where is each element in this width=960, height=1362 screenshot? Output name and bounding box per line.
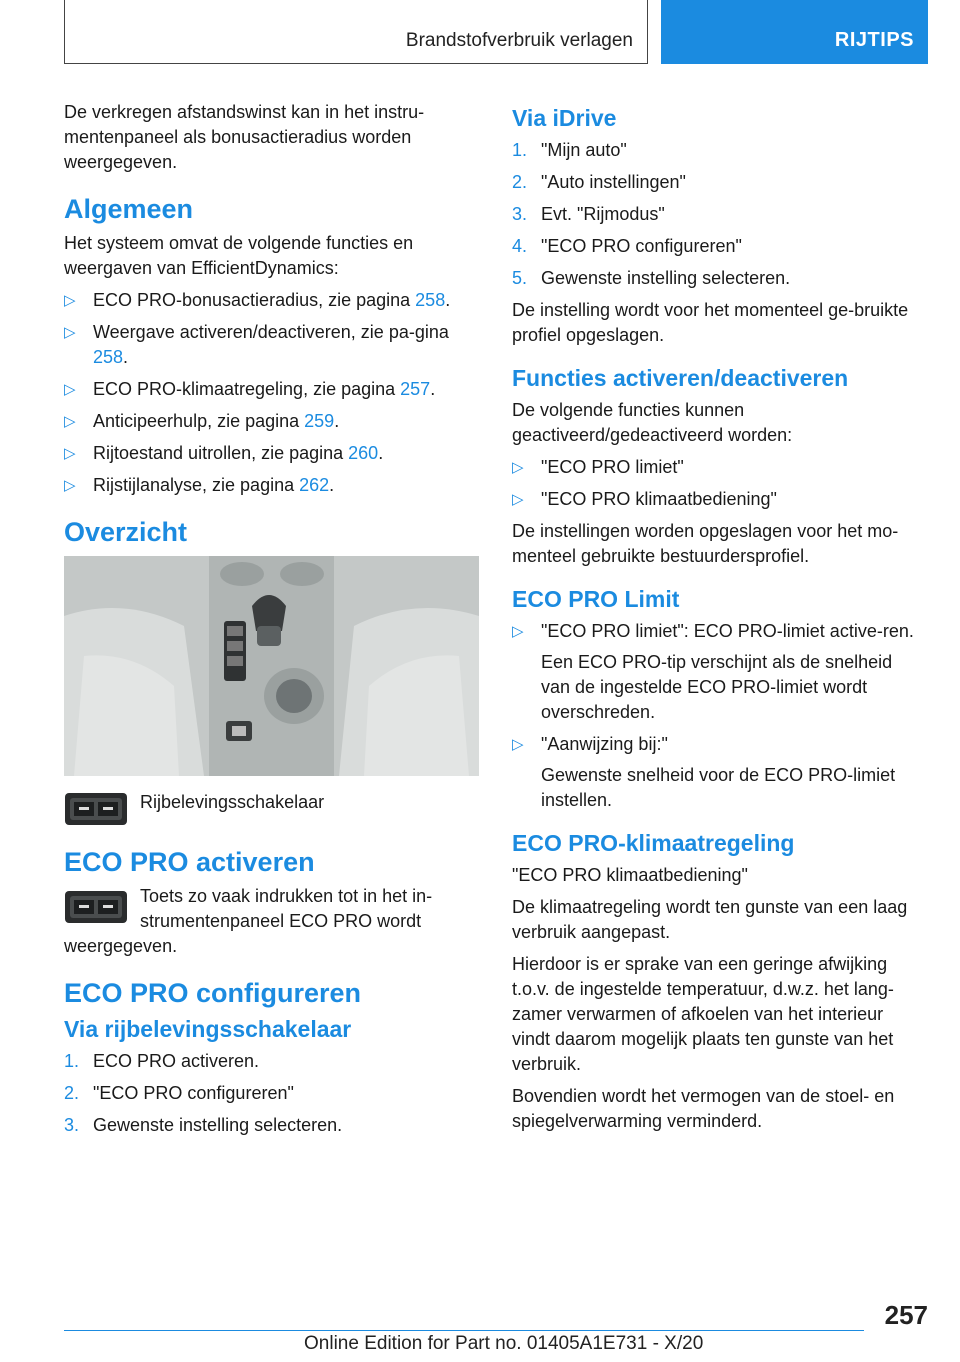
subheading-eco-pro-klimaatregeling: ECO PRO-klimaatregeling: [512, 830, 795, 856]
drive-experience-switch-icon: [64, 888, 128, 926]
triangle-bullet-icon: ▷: [64, 381, 76, 398]
klimaat-p4: Bovendien wordt het vermogen van de stoel- en spiegelverwarming verminderd.: [512, 1086, 895, 1131]
klimaat-p1: "ECO PRO klimaatbediening": [512, 865, 748, 885]
page-link[interactable]: 262: [299, 475, 330, 495]
step-item: 4. "ECO PRO configureren": [512, 236, 742, 256]
list-item: ▷ Anticipeerhulp, zie pagina 259.: [64, 409, 479, 434]
figure-caption: [64, 790, 479, 828]
left-column: [64, 100, 479, 1145]
list-item: ▷ "Aanwijzing bij:" Gewenste snelheid voor de ECO PRO-limiet instellen.: [512, 732, 926, 813]
limit-list: [512, 619, 926, 813]
page-number: 257: [884, 1300, 928, 1330]
triangle-bullet-icon: ▷: [512, 491, 524, 508]
chapter-tab-label: RIJTIPS: [834, 29, 914, 51]
heading-algemeen: Algemeen: [64, 194, 194, 224]
subheading-via-rijbelevingsschakelaar: Via rijbelevingsschakelaar: [64, 1016, 352, 1042]
list-item: ▷ Rijstijlanalyse, zie pagina 262.: [64, 473, 479, 498]
page-link[interactable]: 258: [415, 290, 446, 310]
list-item-detail: Gewenste snelheid voor de ECO PRO-limiet instellen.: [541, 765, 896, 810]
step-item: 5. Gewenste instelling selecteren.: [512, 268, 791, 288]
intro-paragraph: De verkregen afstandswinst kan in het instru-mentenpaneel als bonusactieradius worden weergegeven.: [64, 102, 425, 172]
functies-text: De volgende functies kunnen geactiveerd/gedeactiveerd worden:: [512, 400, 793, 445]
algemeen-text: Het systeem omvat de volgende functies en weergaven van EfficientDynamics:: [64, 233, 414, 278]
drive-experience-switch-icon: [64, 790, 128, 828]
list-item-detail: Een ECO PRO-tip verschijnt als de snelheid van de ingestelde ECO PRO-limiet wordt overschreden.: [541, 652, 893, 722]
list-item: ▷ Rijtoestand uitrollen, zie pagina 260.: [64, 441, 479, 466]
caption-text: Rijbelevingsschakelaar: [140, 792, 325, 812]
list-item: ▷ Weergave activeren/deactiveren, zie pa-gina 258.: [64, 322, 449, 367]
functies-note: De instellingen worden opgeslagen voor het mo-menteel gebruikte bestuurdersprofiel.: [512, 521, 899, 566]
subheading-via-idrive: Via iDrive: [512, 105, 617, 131]
page-link[interactable]: 260: [348, 443, 379, 463]
list-item: ▷ "ECO PRO limiet": ECO PRO-limiet active-ren. Een ECO PRO-tip verschijnt als de snelheid van de ingestelde ECO PRO-limiet wordt overschreden.: [512, 619, 926, 725]
step-item: 2. "Auto instellingen": [512, 172, 686, 192]
heading-overzicht: Overzicht: [64, 517, 188, 547]
page-link[interactable]: 257: [400, 379, 431, 399]
section-title: Brandstofverbruik verlagen: [405, 30, 633, 51]
subheading-functies: Functies activeren/deactiveren: [512, 365, 849, 391]
center-console-photo: [64, 556, 479, 776]
page-link[interactable]: 258: [93, 347, 124, 367]
list-item: ▷ "ECO PRO klimaatbediening": [512, 487, 926, 512]
center-console-illustration: [64, 556, 479, 776]
section-title-box: [64, 0, 648, 64]
step-item: 1. ECO PRO activeren.: [64, 1051, 260, 1071]
heading-eco-pro-activeren: ECO PRO activeren: [64, 847, 315, 877]
triangle-bullet-icon: ▷: [64, 413, 76, 430]
activeren-text: Toets zo vaak indrukken tot in het in-strumentenpaneel ECO PRO wordt weergegeven.: [64, 886, 433, 956]
algemeen-list: [64, 288, 479, 498]
list-item: ▷ ECO PRO-bonusactieradius, zie pagina 258.: [64, 288, 479, 313]
heading-eco-pro-configureren: ECO PRO configureren: [64, 978, 362, 1008]
step-item: 3. Gewenste instelling selecteren.: [64, 1115, 343, 1135]
triangle-bullet-icon: ▷: [64, 445, 76, 462]
triangle-bullet-icon: ▷: [64, 324, 76, 341]
step-item: 3. Evt. "Rijmodus": [512, 204, 665, 224]
triangle-bullet-icon: ▷: [64, 292, 76, 309]
klimaat-p3: Hierdoor is er sprake van een geringe afwijking t.o.v. de ingestelde temperatuur, d.w.z. het lang-zamer verwarmen of afkoelen van het interieur vindt daarom mogelijk plaats ten gunste van het verbruik.: [512, 954, 894, 1074]
idrive-steps: [512, 138, 926, 291]
configureren-steps: [64, 1049, 479, 1138]
edition-text: Online Edition for Part no. 01405A1E731 - X/20: [304, 1333, 704, 1354]
page-link[interactable]: 259: [304, 411, 335, 431]
page-header: [64, 0, 928, 64]
triangle-bullet-icon: ▷: [512, 623, 524, 640]
klimaat-p2: De klimaatregeling wordt ten gunste van een laag verbruik aangepast.: [512, 897, 908, 942]
list-item: ▷ "ECO PRO limiet": [512, 455, 926, 480]
step-item: 1. "Mijn auto": [512, 140, 627, 160]
list-item: ▷ ECO PRO-klimaatregeling, zie pagina 257.: [64, 377, 479, 402]
chapter-tab: [661, 0, 928, 64]
functies-list: [512, 455, 926, 512]
triangle-bullet-icon: ▷: [64, 477, 76, 494]
footer-divider: [64, 1330, 864, 1331]
right-column: [512, 100, 926, 1141]
subheading-eco-pro-limit: ECO PRO Limit: [512, 586, 680, 612]
triangle-bullet-icon: ▷: [512, 459, 524, 476]
idrive-note: De instelling wordt voor het momenteel ge-bruikte profiel opgeslagen.: [512, 300, 909, 345]
step-item: 2. "ECO PRO configureren": [64, 1083, 294, 1103]
triangle-bullet-icon: ▷: [512, 736, 524, 753]
